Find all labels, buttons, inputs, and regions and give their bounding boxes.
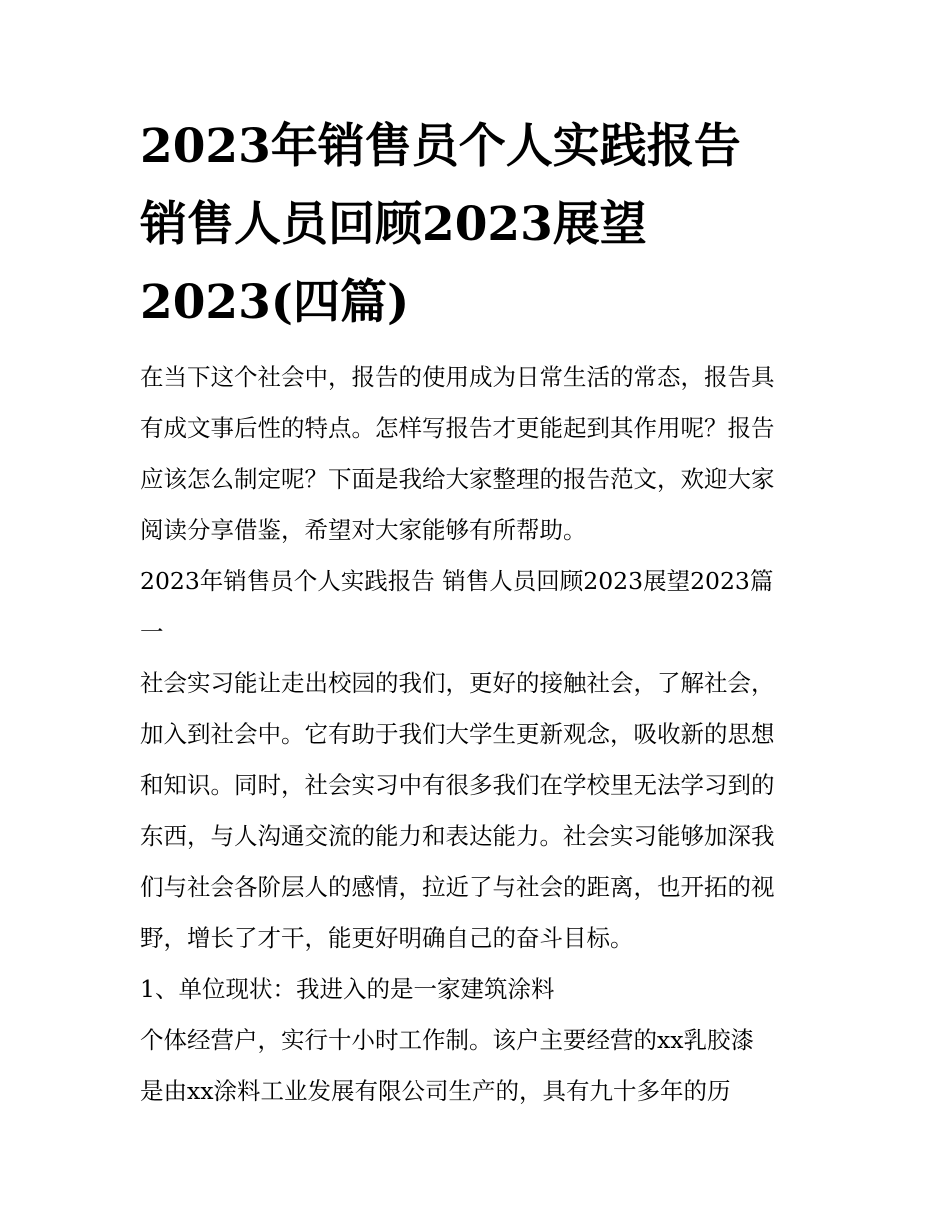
title-line-1: 2023年销售员个人实践报告 — [140, 119, 741, 174]
body-line: 东西，与人沟通交流的能力和表达能力。社会实习能够加深我 — [140, 822, 775, 850]
body-line: 是由xx涂料工业发展有限公司生产的，具有九十多年的历 — [140, 1077, 731, 1105]
title-line-3: 2023(四篇) — [140, 275, 410, 330]
document-body — [140, 352, 820, 1117]
body-line: 在当下这个社会中，报告的使用成为日常生活的常态，报告具 — [140, 363, 775, 391]
section-heading-line: 2023年销售员个人实践报告 销售人员回顾2023展望2023篇 — [140, 567, 774, 595]
body-line: 野，增长了才干，能更好明确自己的奋斗目标。 — [140, 924, 634, 952]
document-title — [140, 108, 840, 342]
section-heading-line: 一 — [140, 618, 164, 646]
body-line: 阅读分享借鉴，希望对大家能够有所帮助。 — [140, 516, 587, 544]
body-line: 个体经营户，实行十小时工作制。该户主要经营的xx乳胶漆 — [140, 1026, 755, 1054]
body-line: 社会实习能让走出校园的我们，更好的接触社会，了解社会， — [140, 669, 775, 697]
list-item-line: 1、单位现状：我进入的是一家建筑涂料 — [140, 975, 555, 1003]
body-line: 和知识。同时，社会实习中有很多我们在学校里无法学习到的 — [140, 771, 775, 799]
body-line: 有成文事后性的特点。怎样写报告才更能起到其作用呢？报告 — [140, 414, 775, 442]
body-line: 应该怎么制定呢？下面是我给大家整理的报告范文，欢迎大家 — [140, 465, 775, 493]
body-line: 加入到社会中。它有助于我们大学生更新观念，吸收新的思想 — [140, 720, 775, 748]
title-line-2: 销售人员回顾2023展望 — [140, 197, 647, 252]
body-line: 们与社会各阶层人的感情，拉近了与社会的距离，也开拓的视 — [140, 873, 775, 901]
